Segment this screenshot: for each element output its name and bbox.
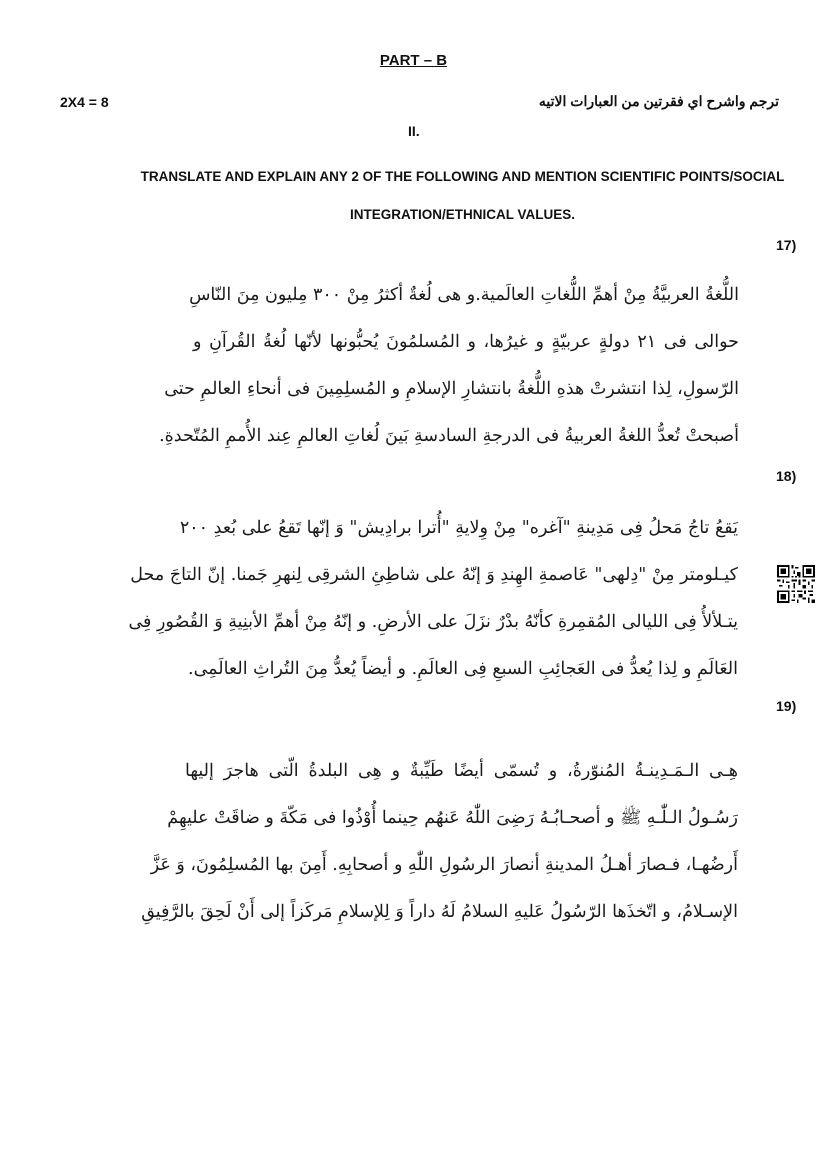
- section-number: II.: [408, 123, 420, 139]
- passage-line: يَقعُ تاجُ مَحلُ فِى مَدِينةِ "آغره" مِنْ وِلايةِ "أُترا برادِيش" وَ إنّها تَقعُ على بُعدِ ٢٠٠: [179, 518, 738, 538]
- question-19-number: 19): [776, 698, 797, 714]
- passage-line: رَسُـولُ الـلّٰـهِ ﷺ و أصحـابُـهُ رَضِىَ اللّٰهُ عَنهُم حِينما أُوْذُوا فى مَكّةَ و ضاقَتْ عليهِمْ: [167, 808, 738, 828]
- passage-line: كيـلومتر مِنْ "دِلهى" عَاصمةِ الهِندِ وَ إنّهُ على شاطِئِ الشرقِى لِنهرِ جَمنا. إنّ التاجَ محل: [130, 565, 738, 585]
- passage-line: هِـى الـمَـدِينـةُ المُنوّرةُ، و تُسمّى أيضًا طَيِّبةٌ و هِى البلدةُ الّتى هاجرَ إليها: [185, 761, 738, 781]
- instruction-line-2: INTEGRATION/ETHNICAL VALUES.: [349, 207, 575, 222]
- part-title: PART – B: [379, 52, 448, 69]
- question-19-passage: [141, 748, 738, 936]
- passage-line: الرّسولِ، لِذا انتشرتْ هذهِ اللُّغةُ بانتشارِ الإسلامِ و المُسلِمِينَ فى أنحاءِ العالمِ حتى: [164, 379, 739, 399]
- passage-line: الإسـلامُ، و اتّخذَها الرّسُولُ عَليهِ السلامُ لَهُ داراً وَ لِلإسلامِ مَركَزاً إلى أَنْ لَحِقَ بالرَّفِيقِ: [141, 902, 738, 922]
- passage-line: اللُّغةُ العربيَّةُ مِنْ أهمِّ اللُّغاتِ العالَمية.و هى لُغةٌ أكثرُ مِنْ ٣٠٠ مِليون مِنَ النّاسِ: [189, 285, 739, 305]
- question-18-number: 18): [776, 468, 797, 484]
- question-17-passage: [159, 272, 739, 460]
- passage-line: يتـلألأُ فِى الليالى المُقمِرةِ كأنّهُ بدْرٌ نزَلَ على الأرضِ. و إنّهُ مِنْ أهمِّ الأبنِيةِ وَ القُصُورِ فِى: [128, 612, 738, 632]
- question-17-number: 17): [776, 237, 797, 253]
- question-18-passage: [128, 505, 738, 693]
- instruction-english: [95, 158, 827, 234]
- marks-label: 2X4 = 8: [60, 94, 109, 110]
- passage-line: أَرضُهـا، فـصارَ أهـلُ المدينةِ أنصارَ الرسُولِ اللّٰهِ و أصحابِهِ. أَمِنَ بها المُسلِمُونَ، وَ عَزَّ: [150, 855, 738, 875]
- qr-code-icon: [777, 565, 815, 603]
- passage-line: أصبحتْ تُعدُّ اللغةُ العربيةُ فى الدرجةِ السادسةِ بَينَ لُغاتِ العالمِ عِند الأُممِ المُتّحدةِ.: [159, 426, 739, 446]
- arabic-instruction: ترجم واشرح اي فقرتين من العبارات الاتيه: [538, 93, 779, 109]
- passage-line: حوالى فى ٢١ دولةٍ عربيّةٍ و غيرُها، و المُسلمُونَ يُحبُّونها لأنّها لُغةُ القُرآنِ و: [193, 332, 739, 352]
- instruction-line-1: TRANSLATE AND EXPLAIN ANY 2 OF THE FOLLOWING AND MENTION SCIENTIFIC POINTS/SOCIAL: [140, 169, 785, 184]
- passage-line: العَالَمِ و لِذا يُعدُّ فى العَجائِبِ السبعِ فِى العالَمِ. و أيضاً يُعدُّ مِنَ التُراثِ العالَمِى.: [188, 659, 738, 679]
